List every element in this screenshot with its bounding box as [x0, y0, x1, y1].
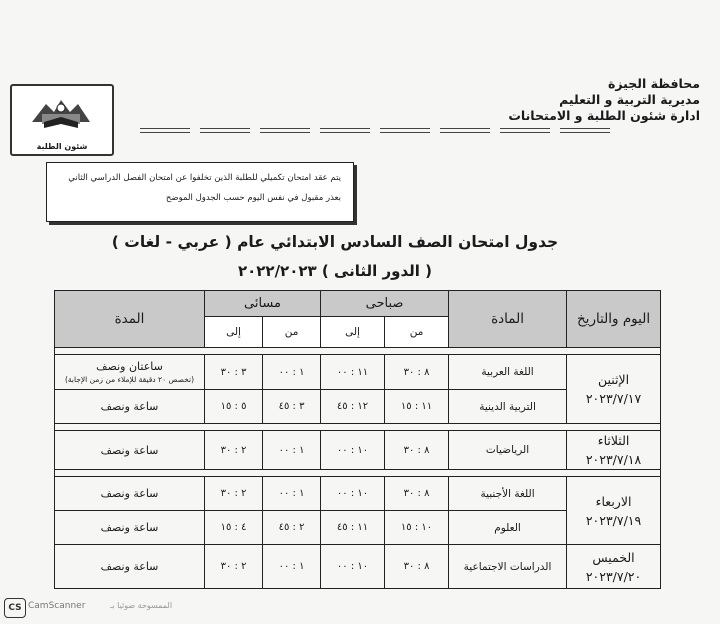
- morning-to-cell: ١١ : ٠٠: [321, 355, 385, 390]
- header-morning-to: إلى: [321, 317, 385, 348]
- day-name: الاربعاء: [595, 493, 632, 509]
- morning-from-cell: ١٠ : ١٥: [385, 511, 449, 545]
- duration-text: ساعتان ونصف: [96, 360, 163, 373]
- scanned-note: الممسوحة ضوئيا بـ: [110, 601, 173, 610]
- day-date: ٢٠٢٣/٧/٢٠: [585, 568, 642, 584]
- evening-from-cell: ١ : ٠٠: [263, 355, 321, 390]
- morning-to-cell: ١٠ : ٠٠: [321, 477, 385, 511]
- logo-caption: شئون الطلبة: [36, 142, 88, 151]
- morning-to-cell: ١٢ : ٤٥: [321, 390, 385, 424]
- evening-from-cell: ١ : ٠٠: [263, 477, 321, 511]
- evening-from-cell: ١ : ٠٠: [263, 545, 321, 589]
- evening-to-cell: ٤ : ١٥: [205, 511, 263, 545]
- schedule-title: جدول امتحان الصف السادس الابتدائي عام ( عربي - لغات ): [111, 233, 559, 251]
- evening-to-cell: ٢ : ٣٠: [205, 477, 263, 511]
- emblem-icon: [28, 92, 94, 132]
- duration-cell: ساعة ونصف: [55, 545, 205, 589]
- subject-cell: التربية الدينية: [449, 390, 567, 424]
- duration-cell: ساعة ونصف: [55, 390, 205, 424]
- morning-to-cell: ١٠ : ٠٠: [321, 431, 385, 470]
- duration-cell: [55, 355, 205, 390]
- day-date: ٢٠٢٣/٧/١٧: [585, 391, 642, 406]
- subject-cell: العلوم: [449, 511, 567, 545]
- morning-from-cell: ٨ : ٣٠: [385, 431, 449, 470]
- header-morning-from: من: [385, 317, 449, 348]
- morning-from-cell: ٨ : ٣٠: [385, 545, 449, 589]
- department-logo: [10, 84, 114, 156]
- header-evening-to: إلى: [205, 317, 263, 348]
- day-date: ٢٠٢٣/٧/١٨: [585, 452, 642, 467]
- day-date: ٢٠٢٣/٧/١٩: [585, 512, 642, 528]
- schedule-subtitle: ( الدور الثانى ) ٢٠٢٢/٢٠٢٣: [237, 262, 433, 280]
- department-line: ادارة شئون الطلبة و الامتحانات: [508, 108, 700, 123]
- header-subject: المادة: [449, 291, 567, 348]
- header-divider: [140, 128, 610, 136]
- evening-from-cell: ٣ : ٤٥: [263, 390, 321, 424]
- table-row: [55, 355, 661, 390]
- duration-cell: ساعة ونصف: [55, 431, 205, 470]
- day-name: الخميس: [592, 549, 635, 565]
- header-evening: مسائى: [205, 291, 321, 317]
- day-name: الثلاثاء: [597, 433, 630, 448]
- day-cell: [567, 355, 661, 424]
- day-cell: [567, 431, 661, 470]
- evening-to-cell: ٢ : ٣٠: [205, 545, 263, 589]
- header-day: اليوم والتاريخ: [567, 291, 661, 348]
- header-evening-from: من: [263, 317, 321, 348]
- evening-from-cell: ١ : ٠٠: [263, 431, 321, 470]
- evening-from-cell: ٢ : ٤٥: [263, 511, 321, 545]
- table-row: [55, 477, 661, 511]
- morning-from-cell: ١١ : ١٥: [385, 390, 449, 424]
- header-duration: المدة: [55, 291, 205, 348]
- subject-cell: اللغة الأجنبية: [449, 477, 567, 511]
- duration-note: (تخصص ٢٠ دقيقة للإملاء من زمن الإجابة): [64, 375, 195, 384]
- duration-cell: ساعة ونصف: [55, 477, 205, 511]
- subject-cell: الدراسات الاجتماعية: [449, 545, 567, 589]
- morning-to-cell: ١٠ : ٠٠: [321, 545, 385, 589]
- table-row: [55, 545, 661, 589]
- subject-cell: اللغة العربية: [449, 355, 567, 390]
- morning-to-cell: ١١ : ٤٥: [321, 511, 385, 545]
- camscanner-label: CamScanner: [28, 601, 86, 611]
- table-row: [55, 431, 661, 470]
- day-name: الإثنين: [597, 372, 630, 387]
- duration-cell: ساعة ونصف: [55, 511, 205, 545]
- governorate-line: محافظة الجيزة: [608, 76, 700, 91]
- morning-from-cell: ٨ : ٣٠: [385, 355, 449, 390]
- exam-schedule-table: [54, 290, 661, 589]
- notice-line-2: بعذر مقبول في نفس اليوم حسب الجدول الموضح: [165, 193, 341, 203]
- evening-to-cell: ٢ : ٣٠: [205, 431, 263, 470]
- evening-to-cell: ٣ : ٣٠: [205, 355, 263, 390]
- morning-from-cell: ٨ : ٣٠: [385, 477, 449, 511]
- notice-box: [46, 162, 354, 222]
- camscanner-logo: CS: [4, 598, 26, 618]
- day-cell: [567, 477, 661, 545]
- notice-line-1: يتم عقد امتحان تكميلي للطلبة الذين تخلفوا عن امتحان الفصل الدراسي الثاني: [68, 173, 341, 183]
- subject-cell: الرياضيات: [449, 431, 567, 470]
- day-cell: [567, 545, 661, 589]
- evening-to-cell: ٥ : ١٥: [205, 390, 263, 424]
- directorate-line: مديرية التربية و التعليم: [559, 92, 700, 107]
- issuer-header: [400, 76, 700, 124]
- header-morning: صباحى: [321, 291, 449, 317]
